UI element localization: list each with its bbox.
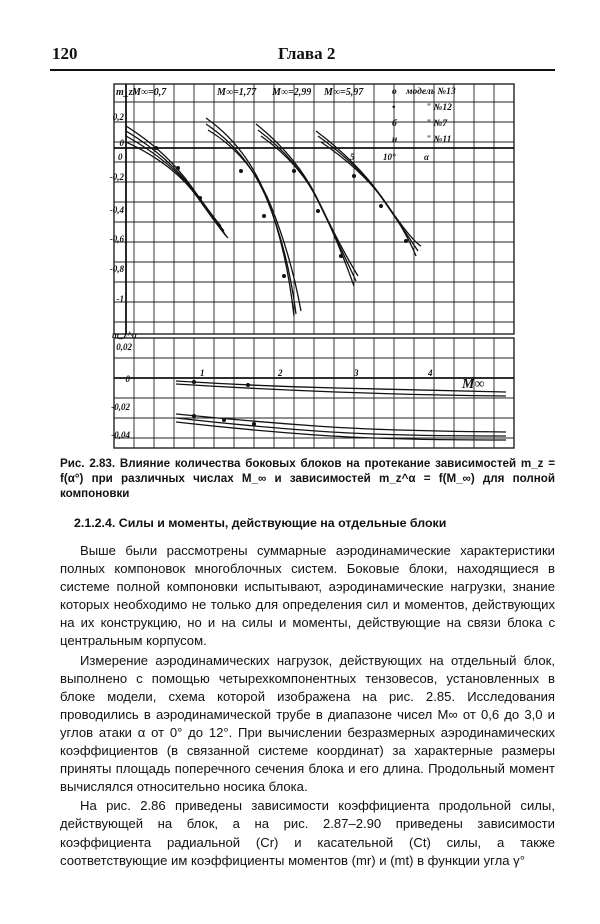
legend-label: модель №13 [406,87,456,97]
bottom-y-tick: 0 [125,374,130,384]
bottom-curves [176,381,506,440]
legend-label: " №11 [426,135,452,145]
legend-label: " №12 [426,103,452,113]
top-y-tick: -0,4 [109,205,124,215]
top-y-label: m_z [116,87,133,98]
data-markers [154,146,408,278]
top-x-tick: 0 [118,152,123,162]
legend-marker: • [392,103,396,113]
top-y-tick: -0,2 [109,172,124,182]
bottom-y-tick: 0,02 [116,342,132,352]
section-title: 2.1.2.4. Силы и моменты, действующие на отдельные блоки [74,516,447,530]
legend-marker: н [392,135,398,145]
legend [392,86,456,145]
caption-label: Рис. 2.83. [60,457,116,470]
page-number: 120 [52,44,78,63]
header-rule [50,69,555,71]
figure-caption [60,456,555,501]
bottom-x-tick: 1 [200,368,205,378]
top-x-tick: α [424,152,429,162]
mach-label-4: M∞=5,97 [324,87,364,98]
bottom-y-label: m_z^α [112,330,138,340]
legend-label: " №7 [426,119,448,129]
top-x-tick: 5 [350,152,355,162]
figure [96,76,526,457]
paragraph: Измерение аэродинамических нагрузок, действующих на отдельный блок, выполнено с помощью четырехкомпонентных тензовесов, установленных в блоке модели, схема которой изображена на рис. 2.85. Исследования проводились в аэродинамической трубе в диапазоне чисел M∞ от 0,6 до 3,0 и углов атаки α от 0° до 12°. При вычислении безразмерных аэродинамических коэффициентов (в связанной системе координат) за характерные размеры приняты площадь поперечного сечения блока и его длина. Продольный момент вычислялся относительно носика блока. [60,652,555,795]
top-x-tick: 10° [383,152,396,162]
bottom-x-label: M∞ [462,377,485,392]
curves-m597 [316,131,421,256]
paragraph: Выше были рассмотрены суммарные аэродинамические характеристики полных компоновок многоблочных систем. Боковые блоки, находящиеся в системе полной компоновки испытывают, аэродинамические нагрузки, знание которых необходимо не только для определения сил и моментов, действующих на их конструкцию, но и на силы и моменты, действующие на связи блока с центральным корпусом. [60,543,555,649]
top-y-tick: -1 [116,294,124,304]
mach-label-3: M∞=2,99 [272,87,312,98]
bottom-y-tick: -0,02 [111,402,130,412]
legend-marker: б [392,119,397,129]
top-y-tick: 0 [119,138,124,148]
bottom-x-tick: 3 [354,368,359,378]
caption-text: Влияние количества боковых блоков на протекание зависимостей m_z = f(α°) при различных числах M_∞ и зависимостей m_z^α = f(M_∞) для полной компоновки [60,457,555,500]
running-head: Глава 2 [278,44,336,63]
bottom-y-tick: -0,04 [111,430,130,440]
top-y-tick: 0,2 [112,112,124,122]
mach-label-1: M∞=0,7 [132,87,167,98]
top-y-tick: -0,8 [109,264,124,274]
top-chart-grid [114,84,514,334]
figure-graph [96,76,526,452]
mach-label-2: M∞=1,77 [217,87,257,98]
legend-marker: o [392,87,397,97]
top-y-tick: -0,6 [109,234,124,244]
body-text [60,542,555,871]
paragraph: На рис. 2.86 приведены зависимости коэффициента продольной силы, действующей на блок, а на рис. 2.87–2.90 приведены зависимости коэффициента радиальной (Cr) и касательной (Ct) силы, а также соответствующие им коэффициенты моментов (mr) и (mt) в функции угла γ° [60,798,555,868]
bottom-x-tick: 2 [278,368,283,378]
bottom-x-tick: 4 [428,368,433,378]
